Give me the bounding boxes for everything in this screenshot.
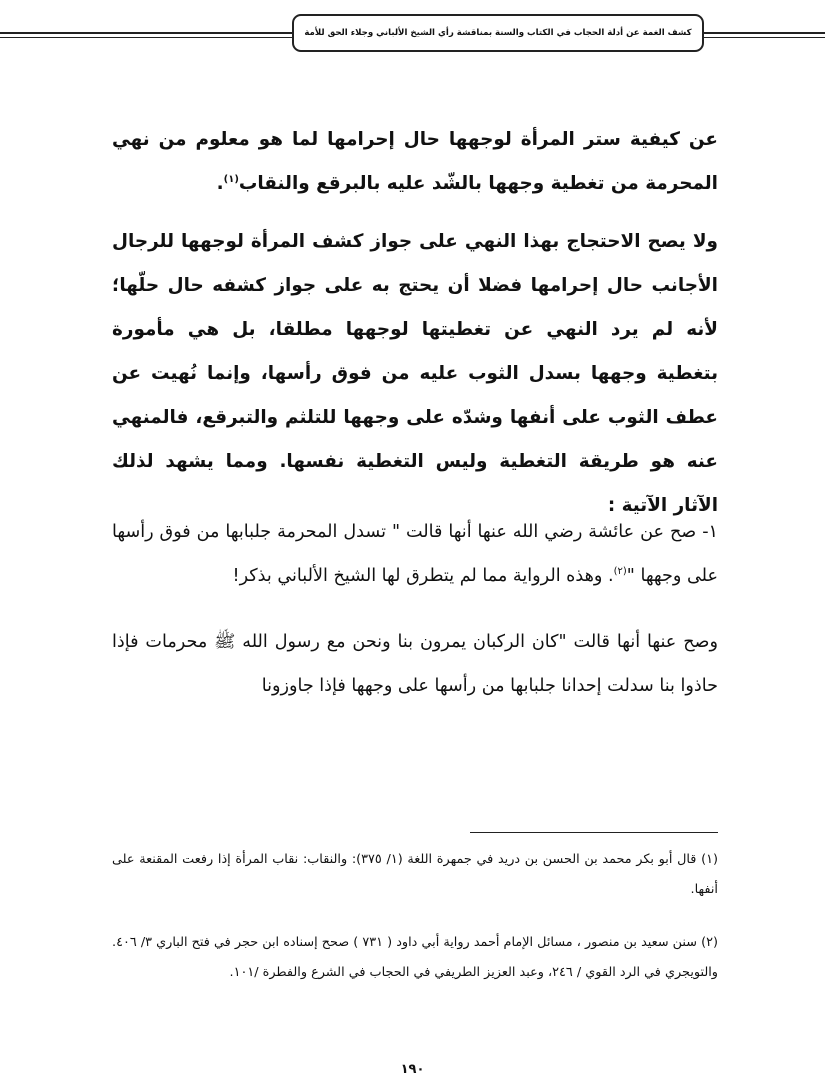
paragraph-2: ولا يصح الاحتجاج بهذا النهي على جواز كشف المرأة لوجهها للرجال الأجانب حال إحرامها فضلا أن يحتج به على جواز كشفه حال حلّها؛ لأنه لم يرد النهي عن تغطيتها لوجهها مطلقا، بل هي مأمورة بتغطية وجهها بسدل الثوب عليه من فوق رأسها، وإنما نُهيت عن عطف الثوب على أنفها وشدّه على وجهها للتلثم والتبرقع، فالمنهي عنه هو طريقة التغطية وليس التغطية نفسها. ومما يشهد لذلك الآثار الآتية : bbox=[112, 231, 718, 516]
footnote-2: (٢) سنن سعيد بن منصور ، مسائل الإمام أحمد رواية أبي داود ( ٧٣١ ) صحح إسناده ابن حجر في فتح الباري ٣/ ٤٠٦. والتويجري في الرد القوي / ٢٤٦، وعبد العزيز الطريفي في الحجاب في الشرع والفطرة /١٠١. bbox=[112, 935, 718, 980]
page-number: ١٩٠ bbox=[400, 1062, 425, 1077]
paragraph-3: ١- صح عن عائشة رضي الله عنها أنها قالت " تسدل المحرمة جلبابها من فوق رأسها على وجهها "$^{(٢)}$. وهذه الرواية مما لم يتطرق لها الشيخ الألباني بذكر! bbox=[112, 522, 718, 586]
header-title: كشف الغمة عن أدلة الحجاب في الكتاب والسنة بمناقشة رأي الشيخ الألباني وجلاء الحق للأمة bbox=[304, 28, 692, 38]
paragraph-1: عن كيفية ستر المرأة لوجهها حال إحرامها لما هو معلوم من نهي المحرمة من تغطية وجهها بالشّد عليه بالبرقع والنقاب$^{(١)}$. bbox=[112, 129, 718, 194]
footnote-ref-2: (٢) bbox=[613, 566, 627, 578]
running-header bbox=[292, 14, 704, 52]
footnote-separator bbox=[470, 832, 718, 833]
paragraph-4: وصح عنها أنها قالت "كان الركبان يمرون بنا ونحن مع رسول الله ﷺ محرمات فإذا حاذوا بنا سدلت إحدانا جلبابها من رأسها على وجهها فإذا جاوزونا bbox=[112, 632, 718, 696]
footnote-ref-1: (١) bbox=[223, 173, 239, 185]
footnote-1: (١) قال أبو بكر محمد بن الحسن بن دريد في جمهرة اللغة (١/ ٣٧٥): والنقاب: نقاب المرأة إذا رفعت المقنعة على أنفها. bbox=[112, 852, 718, 897]
